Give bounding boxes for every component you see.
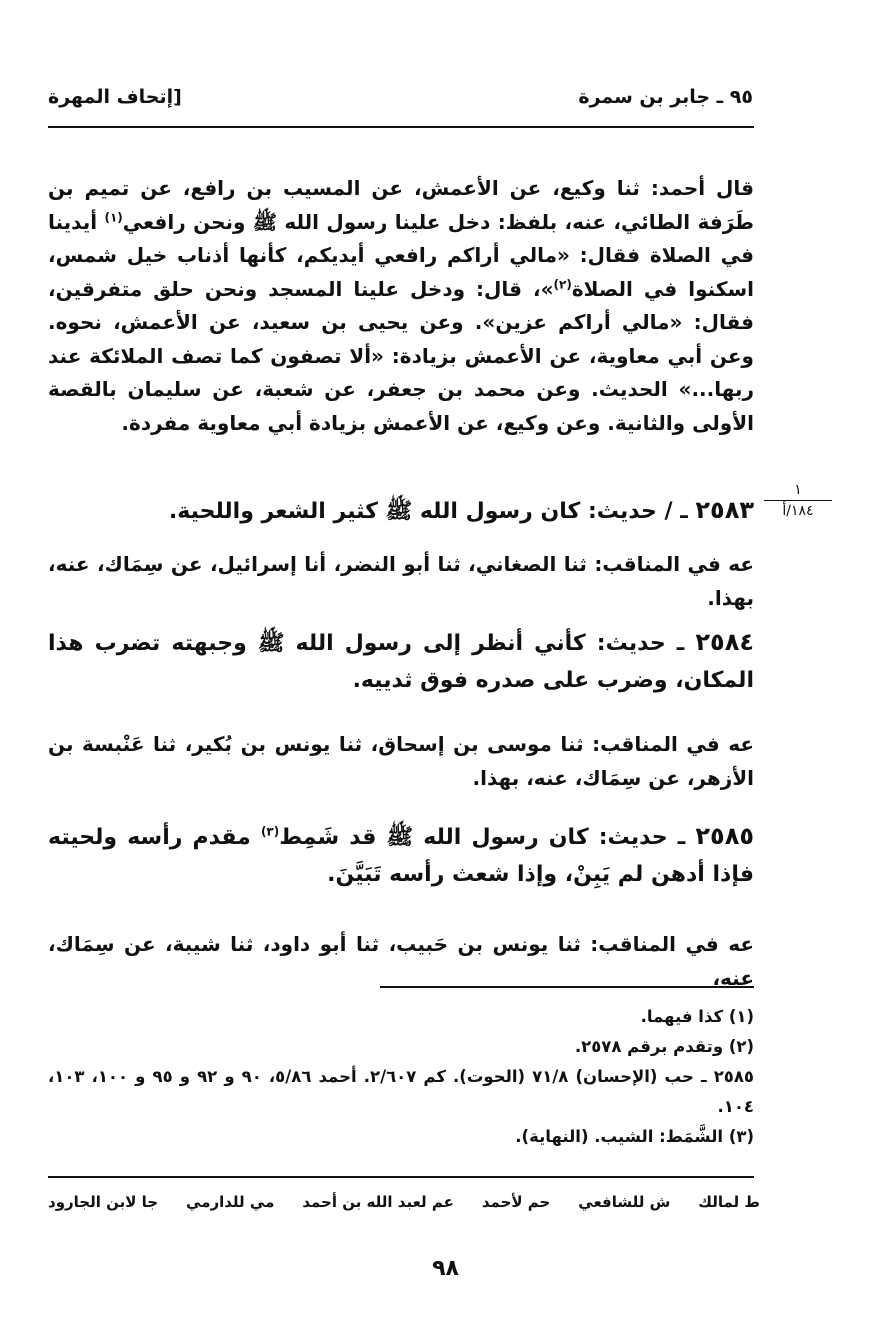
- hadith-text: ـ حديث: كأني أنظر إلى رسول الله ﷺ وجبهته تضرب هذا المكان، وضرب على صدره فوق ثدييه.: [48, 631, 754, 693]
- abbreviations-rule: [48, 1176, 754, 1178]
- margin-note-rule: [764, 500, 832, 501]
- abbreviation-item: ط لمالك: [698, 1193, 760, 1211]
- footnote-3: (٣) الشَّمَط: الشيب. (النهاية).: [515, 1127, 754, 1146]
- abbreviation-item: مي للدارمي: [186, 1193, 275, 1211]
- footnote-ref[interactable]: (١): [104, 209, 123, 224]
- paragraph-text: أيدينا في الصلاة فقال: «مالي أراكم رافعي أيديكم، كأنها أذناب خيل شمس، اسكنوا في الصلاة: [48, 209, 754, 301]
- hadith-2584: [48, 624, 754, 699]
- abbreviation-item: عم لعبد الله بن أحمد: [302, 1193, 454, 1211]
- hadith-number: ٢٥٨٣: [695, 496, 754, 524]
- footnote-takhrij: ٢٥٨٥ ـ حب (الإحسان) ٧١/٨ (الحوت). كم ٢/٦٠٧. أحمد ٥/٨٦، ٩٠ و ٩٢ و ٩٥ و ١٠٠، ١٠٣، ١٠٤.: [48, 1067, 754, 1116]
- running-header-chapter: ٩٥ ـ جابر بن سمرة: [578, 86, 753, 108]
- paragraph-text: »، قال: ودخل علينا المسجد ونحن حلق متفرقين، فقال: «مالي أراكم عزين». وعن يحيى بن سعيد، عن الأعمش، نحوه. وعن أبي معاوية، عن الأعمش بزيادة: «ألا تصفون كما تصف الملائكة عند ربها...» الحديث. وعن محمد بن جعفر، عن شعبة، عن سليمان بالقصة الأولى والثانية. وعن وكيع، عن الأعمش بزيادة أبي معاوية مفردة.: [48, 276, 754, 435]
- footnote-2: (٢) وتقدم برقم ٢٥٧٨.: [574, 1037, 754, 1056]
- paragraph-ahmad: [48, 172, 754, 440]
- hadith-2584-source: عه في المناقب: ثنا موسى بن إسحاق، ثنا يونس بن بُكير، ثنا عَنْبسة بن الأزهر، عن سِمَاك، عنه، بهذا.: [48, 732, 754, 790]
- hadith-number: ٢٥٨٥: [695, 822, 754, 850]
- margin-folio-note: [760, 482, 836, 519]
- header-rule: [48, 126, 754, 128]
- footnote-ref[interactable]: (٢): [553, 276, 572, 291]
- footnote-ref[interactable]: (٣): [260, 824, 280, 839]
- abbreviation-item: ش للشافعي: [578, 1193, 671, 1211]
- paragraph-text: قال أحمد: ثنا وكيع، عن الأعمش، عن المسيب بن رافع، عن تميم بن طَرَفة الطائي، عنه، بلفظ: دخل علينا رسول الله ﷺ ونحن رافعي: [48, 176, 754, 234]
- abbreviation-item: حم لأحمد: [481, 1193, 551, 1211]
- running-header-book: [إتحاف المهرة: [48, 86, 182, 108]
- hadith-2585: [48, 818, 754, 893]
- footnote-rule: [380, 986, 754, 988]
- hadith-2585-source: عه في المناقب: ثنا يونس بن حَبيب، ثنا أبو داود، ثنا شيبة، عن سِمَاك، عنه،: [48, 932, 754, 990]
- hadith-number: ٢٥٨٤: [695, 628, 754, 656]
- footnotes: [48, 1002, 754, 1152]
- abbreviation-item: جا لابن الجارود: [48, 1193, 159, 1211]
- hadith-text: ـ / حديث: كان رسول الله ﷺ كثير الشعر واللحية.: [168, 499, 696, 524]
- hadith-text: مقدم رأسه ولحيته فإذا أدهن لم يَبِنْ، وإذا شعث رأسه تَبَيَّنَ.: [48, 825, 754, 887]
- hadith-text: ـ حديث: كان رسول الله ﷺ قد شَمِط: [279, 825, 696, 850]
- footnote-1: (١) كذا فيهما.: [640, 1007, 754, 1026]
- margin-note-top: ١: [794, 482, 802, 498]
- page-number: ٩٨: [432, 1256, 459, 1281]
- hadith-2583-source: عه في المناقب: ثنا الصغاني، ثنا أبو النضر، أنا إسرائيل، عن سِمَاك، عنه، بهذا.: [48, 552, 754, 610]
- margin-note-bottom: ١٨٤/أ: [782, 503, 814, 519]
- abbreviations-key: [48, 1193, 760, 1211]
- hadith-2583: [48, 492, 754, 530]
